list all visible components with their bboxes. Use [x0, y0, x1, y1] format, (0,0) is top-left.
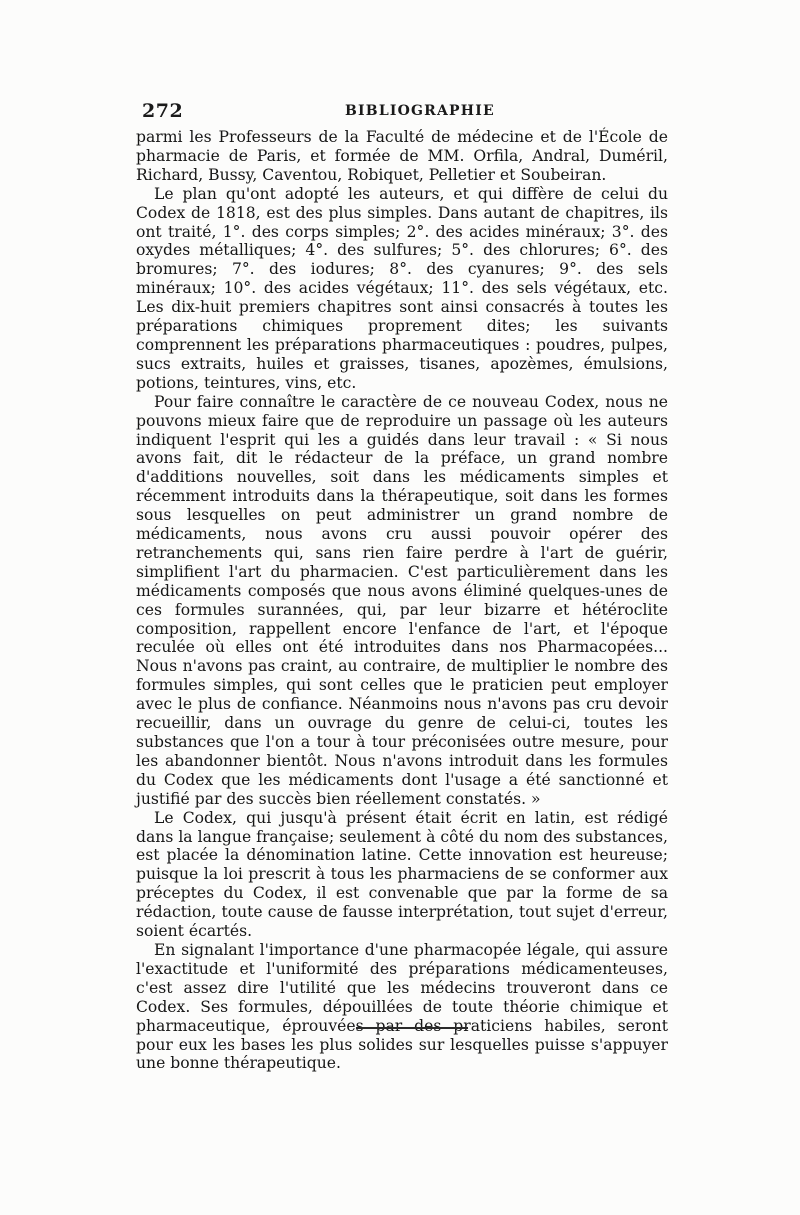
page-header — [140, 100, 665, 124]
page-number: 272 — [142, 100, 184, 122]
paragraph-conclusion: En signalant l'importance d'une pharmacopée légale, qui assure l'exactitude et l'uniformité des préparations médicamenteuses, c'est assez dire l'utilité que les médecins trouveront dans ce Codex. Ses formules, dépouillées de toute théorie chimique et pharmaceutique, éprouvées par des praticiens habiles, seront pour eux les bases les plus solides sur lesquelles puisse s'appuyer une bonne thérapeutique. — [136, 940, 668, 1073]
paragraph-quotation: Pour faire connaître le caractère de ce nouveau Codex, nous ne pouvons mieux faire que de reproduire un passage où les auteurs indiquent l'esprit qui les a guidés dans leur travail : « Si nous avons fait, dit le rédacteur de la préface, un grand nombre d'additions nouvelles, soit dans les médicaments simples et récemment introduits dans la thérapeutique, soit dans les formes sous lesquelles on peut administrer un grand nombre de médicaments, nous avons cru aussi pouvoir opérer des retranchements qui, sans rien faire perdre à l'art de guérir, simplifient l'art du pharmacien. C'est particulièrement dans les médicaments composés que nous avons éliminé quelques-unes de ces formules surannées, qui, par leur bizarre et hétéroclite composition, rappellent encore l'enfance de l'art, et l'époque reculée où elles ont été introduites dans nos Pharmacopées... Nous n'avons pas craint, au contraire, de multiplier le nombre des formules simples, qui sont celles que le praticien peut employer avec le plus de confiance. Néanmoins nous n'avons pas cru devoir recueillir, dans un ouvrage du genre de celui-ci, toutes les substances que l'on a tour à tour préconisées outre mesure, pour les abandonner bientôt. Nous n'avons introduit dans les formules du Codex que les médicaments dont l'usage a été sanctionné et justifié par des succès bien réellement constatés. » — [136, 392, 668, 808]
paragraph-continuation: parmi les Professeurs de la Faculté de médecine et de l'École de pharmacie de Paris, et formée de MM. Orfila, Andral, Duméril, Richard, Bussy, Caventou, Robiquet, Pelletier et Soubeiran. — [136, 128, 668, 184]
paragraph-language: Le Codex, qui jusqu'à présent était écrit en latin, est rédigé dans la langue française; seulement à côté du nom des substances, est placée la dénomination latine. Cette innovation est heureuse; puisque la loi prescrit à tous les pharmaciens de se conformer aux préceptes du Codex, il est convenable que par la forme de sa rédaction, toute cause de fausse interprétation, tout sujet d'erreur, soient écartés. — [136, 808, 668, 941]
body-text — [136, 128, 668, 1073]
section-divider-rule — [356, 1027, 468, 1029]
paragraph-plan: Le plan qu'ont adopté les auteurs, et qui diffère de celui du Codex de 1818, est des plus simples. Dans autant de chapitres, ils ont traité, 1°. des corps simples; 2°. des acides minéraux; 3°. des oxydes métalliques; 4°. des sulfures; 5°. des chlorures; 6°. des bromures; 7°. des iodures; 8°. des cyanures; 9°. des sels minéraux; 10°. des acides végétaux; 11°. des sels végétaux, etc. Les dix-huit premiers chapitres sont ainsi consacrés à toutes les préparations chimiques proprement dites; les suivants comprennent les préparations pharmaceutiques : poudres, pulpes, sucs extraits, huiles et graisses, tisanes, apozèmes, émulsions, potions, teintures, vins, etc. — [136, 184, 668, 392]
running-head: BIBLIOGRAPHIE — [345, 103, 495, 119]
